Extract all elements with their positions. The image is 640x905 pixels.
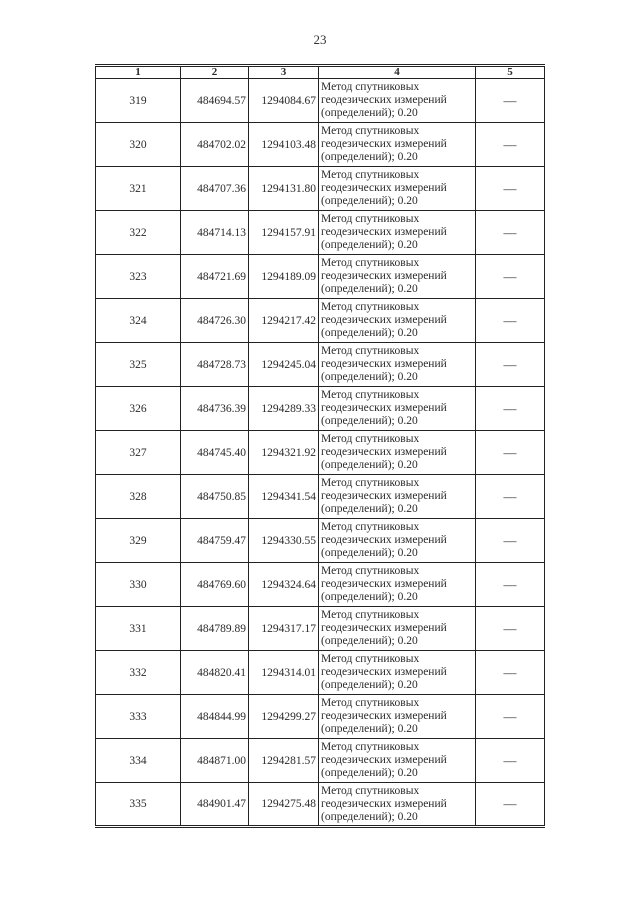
- coord-x-cell: 484759.47: [181, 519, 249, 563]
- table-row: [96, 343, 545, 387]
- table-row: [96, 783, 545, 827]
- method-cell: Метод спутниковых геодезических измерений (определений); 0.20: [319, 299, 476, 343]
- coord-x-cell: 484789.89: [181, 607, 249, 651]
- point-number-cell: 330: [96, 563, 181, 607]
- coord-y-cell: 1294217.42: [249, 299, 319, 343]
- method-cell: Метод спутниковых геодезических измерений (определений); 0.20: [319, 211, 476, 255]
- method-cell: Метод спутниковых геодезических измерений (определений); 0.20: [319, 123, 476, 167]
- coord-x-cell: 484871.00: [181, 739, 249, 783]
- note-cell: —: [476, 783, 545, 827]
- coord-y-cell: 1294245.04: [249, 343, 319, 387]
- coord-y-cell: 1294314.01: [249, 651, 319, 695]
- point-number-cell: 320: [96, 123, 181, 167]
- method-cell: Метод спутниковых геодезических измерений (определений); 0.20: [319, 783, 476, 827]
- coord-x-cell: 484714.13: [181, 211, 249, 255]
- point-number-cell: 328: [96, 475, 181, 519]
- coord-x-cell: 484750.85: [181, 475, 249, 519]
- coord-y-cell: 1294189.09: [249, 255, 319, 299]
- coord-y-cell: 1294289.33: [249, 387, 319, 431]
- method-cell: Метод спутниковых геодезических измерений (определений); 0.20: [319, 167, 476, 211]
- note-cell: —: [476, 695, 545, 739]
- point-number-cell: 329: [96, 519, 181, 563]
- point-number-cell: 333: [96, 695, 181, 739]
- note-cell: —: [476, 255, 545, 299]
- coord-x-cell: 484694.57: [181, 79, 249, 123]
- method-cell: Метод спутниковых геодезических измерений (определений); 0.20: [319, 519, 476, 563]
- header-row: [96, 66, 545, 79]
- method-cell: Метод спутниковых геодезических измерений (определений); 0.20: [319, 475, 476, 519]
- note-cell: —: [476, 431, 545, 475]
- point-number-cell: 322: [96, 211, 181, 255]
- coord-x-cell: 484769.60: [181, 563, 249, 607]
- coord-y-cell: 1294084.67: [249, 79, 319, 123]
- method-cell: Метод спутниковых геодезических измерений (определений); 0.20: [319, 651, 476, 695]
- coord-x-cell: 484702.02: [181, 123, 249, 167]
- table-row: [96, 167, 545, 211]
- coord-x-cell: 484745.40: [181, 431, 249, 475]
- table-row: [96, 387, 545, 431]
- table-row: [96, 431, 545, 475]
- header-cell-3: 3: [249, 66, 319, 79]
- header-cell-1: 1: [96, 66, 181, 79]
- note-cell: —: [476, 343, 545, 387]
- point-number-cell: 323: [96, 255, 181, 299]
- note-cell: —: [476, 475, 545, 519]
- coord-x-cell: 484721.69: [181, 255, 249, 299]
- table-header: [96, 66, 545, 79]
- coord-x-cell: 484844.99: [181, 695, 249, 739]
- coord-x-cell: 484728.73: [181, 343, 249, 387]
- note-cell: —: [476, 519, 545, 563]
- note-cell: —: [476, 211, 545, 255]
- coord-y-cell: 1294131.80: [249, 167, 319, 211]
- table-row: [96, 563, 545, 607]
- note-cell: —: [476, 299, 545, 343]
- coord-y-cell: 1294341.54: [249, 475, 319, 519]
- method-cell: Метод спутниковых геодезических измерений (определений); 0.20: [319, 343, 476, 387]
- method-cell: Метод спутниковых геодезических измерений (определений); 0.20: [319, 431, 476, 475]
- point-number-cell: 325: [96, 343, 181, 387]
- method-cell: Метод спутниковых геодезических измерений (определений); 0.20: [319, 739, 476, 783]
- table-row: [96, 475, 545, 519]
- point-number-cell: 334: [96, 739, 181, 783]
- table-row: [96, 739, 545, 783]
- method-cell: Метод спутниковых геодезических измерений (определений); 0.20: [319, 79, 476, 123]
- method-cell: Метод спутниковых геодезических измерений (определений); 0.20: [319, 607, 476, 651]
- coord-y-cell: 1294330.55: [249, 519, 319, 563]
- note-cell: —: [476, 739, 545, 783]
- coord-x-cell: 484736.39: [181, 387, 249, 431]
- table-row: [96, 79, 545, 123]
- note-cell: —: [476, 123, 545, 167]
- coord-y-cell: 1294103.48: [249, 123, 319, 167]
- coord-x-cell: 484726.30: [181, 299, 249, 343]
- point-number-cell: 335: [96, 783, 181, 827]
- coord-y-cell: 1294317.17: [249, 607, 319, 651]
- note-cell: —: [476, 607, 545, 651]
- method-cell: Метод спутниковых геодезических измерений (определений); 0.20: [319, 563, 476, 607]
- header-cell-4: 4: [319, 66, 476, 79]
- note-cell: —: [476, 563, 545, 607]
- coord-y-cell: 1294299.27: [249, 695, 319, 739]
- coord-y-cell: 1294321.92: [249, 431, 319, 475]
- coord-x-cell: 484901.47: [181, 783, 249, 827]
- table-row: [96, 299, 545, 343]
- point-number-cell: 326: [96, 387, 181, 431]
- method-cell: Метод спутниковых геодезических измерений (определений); 0.20: [319, 695, 476, 739]
- point-number-cell: 331: [96, 607, 181, 651]
- page-number: 23: [313, 32, 327, 47]
- coord-y-cell: 1294275.48: [249, 783, 319, 827]
- header-cell-5: 5: [476, 66, 545, 79]
- coord-y-cell: 1294281.57: [249, 739, 319, 783]
- point-number-cell: 321: [96, 167, 181, 211]
- coordinates-table: [95, 64, 545, 828]
- note-cell: —: [476, 387, 545, 431]
- note-cell: —: [476, 651, 545, 695]
- coord-y-cell: 1294324.64: [249, 563, 319, 607]
- point-number-cell: 319: [96, 79, 181, 123]
- method-cell: Метод спутниковых геодезических измерений (определений); 0.20: [319, 387, 476, 431]
- table-row: [96, 695, 545, 739]
- header-cell-2: 2: [181, 66, 249, 79]
- point-number-cell: 324: [96, 299, 181, 343]
- table-row: [96, 519, 545, 563]
- table-row: [96, 607, 545, 651]
- table-row: [96, 211, 545, 255]
- table-row: [96, 123, 545, 167]
- note-cell: —: [476, 167, 545, 211]
- coord-x-cell: 484707.36: [181, 167, 249, 211]
- note-cell: —: [476, 79, 545, 123]
- table-body: [96, 79, 545, 827]
- table-row: [96, 255, 545, 299]
- table-row: [96, 651, 545, 695]
- coord-y-cell: 1294157.91: [249, 211, 319, 255]
- coord-x-cell: 484820.41: [181, 651, 249, 695]
- point-number-cell: 332: [96, 651, 181, 695]
- method-cell: Метод спутниковых геодезических измерений (определений); 0.20: [319, 255, 476, 299]
- point-number-cell: 327: [96, 431, 181, 475]
